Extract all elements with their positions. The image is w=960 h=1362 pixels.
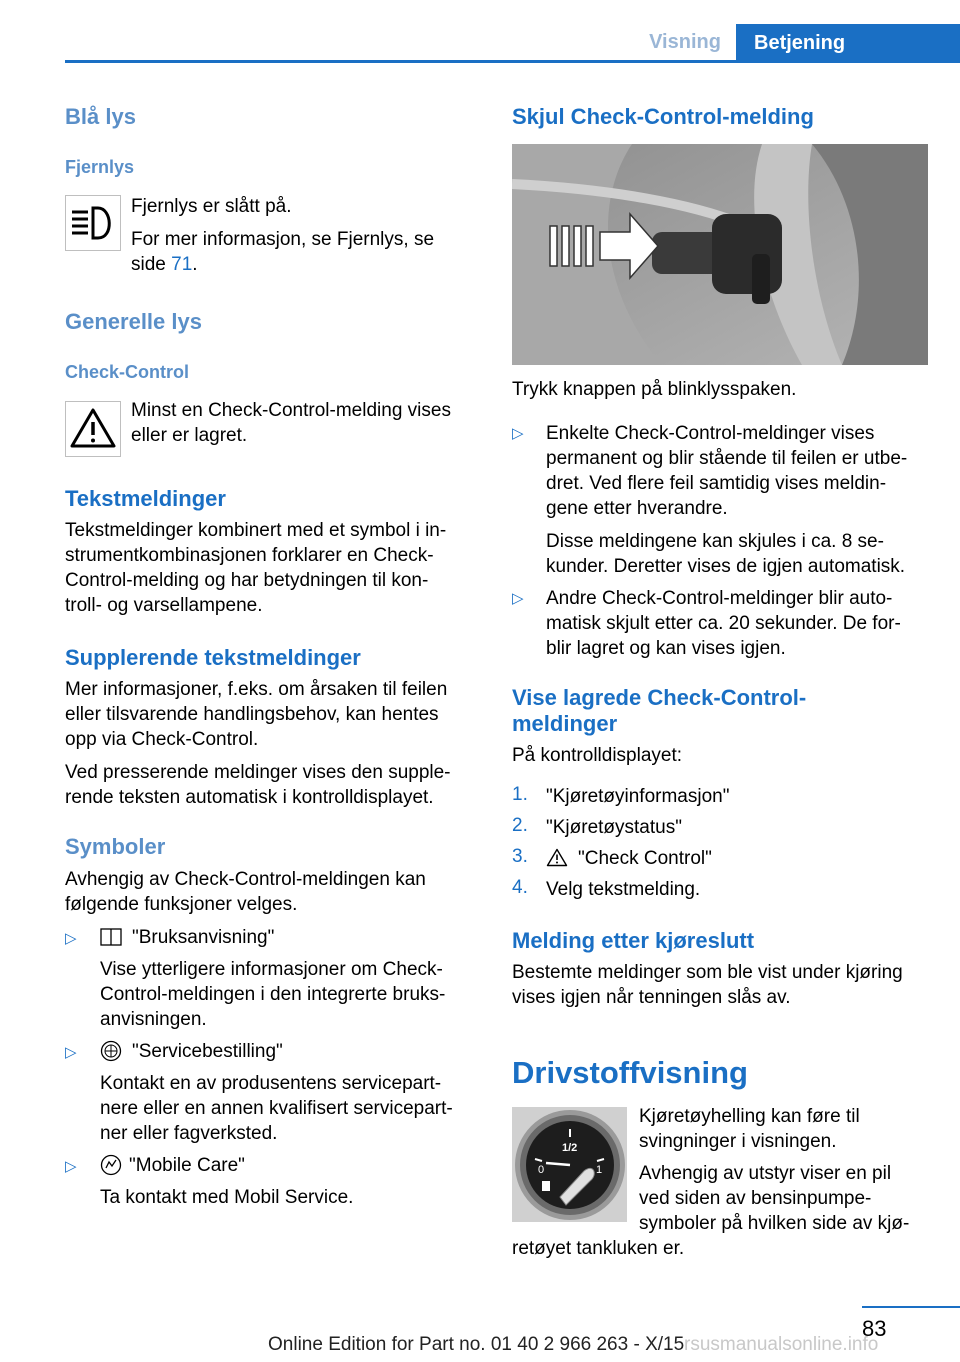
footer-rule	[862, 1306, 960, 1308]
text-line: Kontakt en av produsentens servicepart-	[100, 1073, 442, 1094]
pa-kontrolldisplayet: På kontrolldisplayet:	[512, 745, 683, 766]
heading-generelle-lys: Generelle lys	[65, 309, 202, 334]
page-link-71[interactable]: 71	[171, 254, 193, 275]
side-word: side	[131, 254, 166, 275]
heading-tekstmeldinger: Tekstmeldinger	[65, 486, 226, 511]
text-line: ner eller fagverksted.	[100, 1123, 278, 1144]
heading-line: meldinger	[512, 711, 618, 736]
footer-edition: Online Edition for Part no. 01 40 2 966 263 - X/15	[268, 1334, 685, 1355]
text-line: gene etter hverandre.	[546, 498, 728, 519]
item-servicebestilling-desc	[100, 1071, 453, 1146]
page-number: 83	[862, 1316, 887, 1341]
step-number: 3.	[512, 846, 528, 867]
gauge-one-label: 1	[596, 1164, 603, 1176]
book-icon	[100, 927, 122, 952]
high-beam-icon	[65, 195, 121, 251]
watermark: rsusmanualsonline.info	[684, 1334, 879, 1355]
text-line: blir lagret og kan vises igjen.	[546, 638, 786, 659]
bullet-icon: ▷	[65, 930, 77, 947]
text-line: svingninger i visningen.	[639, 1131, 837, 1152]
drivstoff-p2	[639, 1161, 909, 1236]
text-line: strumentkombinasjonen forklarer en Check-	[65, 545, 434, 566]
step-number: 1.	[512, 784, 528, 805]
step-2-text: "Kjøretøystatus"	[546, 817, 682, 838]
text-line: anvisningen.	[100, 1009, 207, 1030]
fjernlys-text-1: Fjernlys er slått på.	[131, 196, 292, 217]
text-line: Control-meldingen i den integrerte bruks-	[100, 984, 446, 1005]
heading-fjernlys: Fjernlys	[65, 157, 135, 177]
text-line: Control-melding og har betydningen til kon-	[65, 570, 429, 591]
text-line: følgende funksjoner velges.	[65, 894, 298, 915]
text-line: Disse meldingene kan skjules i ca. 8 se-	[546, 531, 884, 552]
step-number: 4.	[512, 877, 528, 898]
text-line: troll- og varsellampene.	[65, 595, 263, 616]
text-line: Ved presserende meldinger vises den supple-	[65, 762, 451, 783]
tab-visning[interactable]: Visning	[649, 31, 721, 53]
warning-triangle-icon	[65, 401, 121, 457]
heading-drivstoffvisning: Drivstoffvisning	[512, 1055, 748, 1090]
service-logo-icon	[100, 1040, 122, 1067]
text-line: Andre Check-Control-meldinger blir auto-	[546, 588, 893, 609]
symboler-paragraph	[65, 867, 426, 917]
text-line: Avhengig av utstyr viser en pil	[639, 1163, 892, 1184]
text-line: dret. Ved flere feil samtidig vises meldin-	[546, 473, 887, 494]
melding-paragraph	[512, 960, 903, 1010]
item-bruksanvisning-desc	[100, 957, 445, 1032]
heading-check-control: Check-Control	[65, 362, 190, 382]
text-line: Enkelte Check-Control-meldinger vises	[546, 423, 875, 444]
step-3-text: "Check Control"	[578, 848, 712, 869]
text-line: Avhengig av Check-Control-meldingen kan	[65, 869, 426, 890]
trykk-text: Trykk knappen på blinklysspaken.	[512, 379, 797, 400]
tab-betjening[interactable]: Betjening	[736, 24, 960, 63]
bullet-2-text	[546, 586, 901, 661]
text-line: eller tilsvarende handlingsbehov, kan hentes	[65, 704, 439, 725]
bullet-icon: ▷	[512, 425, 524, 442]
heading-vise-lagrede	[512, 685, 806, 737]
heading-melding-etter: Melding etter kjøreslutt	[512, 928, 755, 953]
text-line: symboler på hvilken side av kjø-	[639, 1213, 910, 1234]
gauge-zero-label: 0	[538, 1164, 545, 1176]
warning-small-icon	[546, 848, 568, 872]
heading-symboler: Symboler	[65, 834, 166, 859]
bullet-1-text	[546, 421, 907, 521]
heading-bla-lys: Blå lys	[65, 104, 136, 129]
text-line: opp via Check-Control.	[65, 729, 259, 750]
header-rule	[65, 60, 960, 63]
fjernlys-text-2a: For mer informasjon, se Fjernlys, se	[131, 229, 435, 250]
fuel-gauge-image	[512, 1107, 627, 1222]
bullet-icon: ▷	[512, 590, 524, 607]
stalk-photo	[512, 144, 928, 365]
check-text-2: eller er lagret.	[131, 425, 248, 446]
text-line: nere eller en annen kvalifisert servicepart-	[100, 1098, 453, 1119]
drivstoff-p1	[639, 1104, 860, 1154]
text-line: Vise ytterligere informasjoner om Check-	[100, 959, 443, 980]
supplerende-paragraph	[65, 677, 447, 752]
text-line: ved siden av bensinpumpe-	[639, 1188, 872, 1209]
text-line: permanent og blir stående til feilen er utbe-	[546, 448, 908, 469]
item-mobile-care-label: "Mobile Care"	[129, 1155, 245, 1176]
step-4-text: Velg tekstmelding.	[546, 879, 701, 900]
heading-line: Vise lagrede Check-Control-	[512, 685, 807, 710]
tekstmeldinger-paragraph	[65, 518, 446, 618]
step-number: 2.	[512, 815, 528, 836]
heading-supplerende: Supplerende tekstmeldinger	[65, 645, 361, 670]
item-servicebestilling-label: "Servicebestilling"	[132, 1041, 283, 1062]
text-line: rende teksten automatisk i kontrolldisplayet.	[65, 787, 434, 808]
supplerende-paragraph-2	[65, 760, 451, 810]
gauge-half-label: 1/2	[562, 1142, 578, 1154]
text-line: Kjøretøyhelling kan føre til	[639, 1106, 860, 1127]
text-line: kunder. Deretter vises de igjen automatisk.	[546, 556, 906, 577]
bullet-1-text-2	[546, 529, 905, 579]
mobile-care-icon	[100, 1154, 122, 1181]
item-bruksanvisning-label: "Bruksanvisning"	[132, 927, 275, 948]
drivstoff-p2-last: retøyet tankluken er.	[512, 1238, 685, 1259]
heading-skjul: Skjul Check-Control-melding	[512, 104, 814, 129]
fjernlys-text-2b: side 71.	[131, 254, 198, 275]
bullet-icon: ▷	[65, 1158, 77, 1175]
text-line: Bestemte meldinger som ble vist under kjøring	[512, 962, 903, 983]
text-line: vises igjen når tenningen slås av.	[512, 987, 791, 1008]
step-1-text: "Kjøretøyinformasjon"	[546, 786, 730, 807]
item-mobile-care-desc: Ta kontakt med Mobil Service.	[100, 1187, 354, 1208]
text-line: Mer informasjoner, f.eks. om årsaken til feilen	[65, 679, 448, 700]
bullet-icon: ▷	[65, 1044, 77, 1061]
check-text-1: Minst en Check-Control-melding vises	[131, 400, 451, 421]
text-line: matisk skjult etter ca. 20 sekunder. De for-	[546, 613, 901, 634]
text-line: Tekstmeldinger kombinert med et symbol i in-	[65, 520, 447, 541]
